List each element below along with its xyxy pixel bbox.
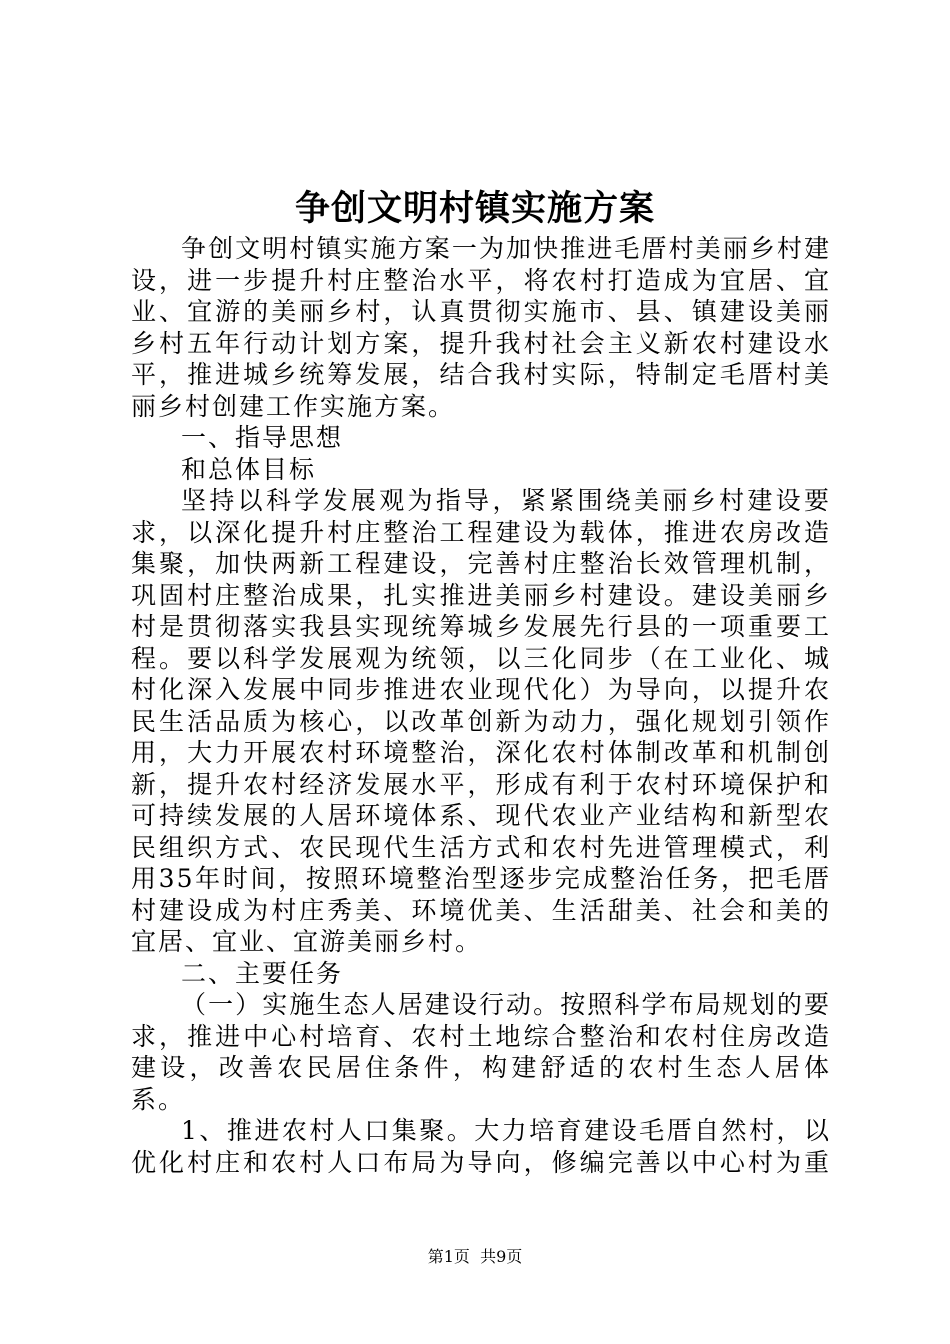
- guiding-ideology-paragraph: 坚持以科学发展观为指导，紧紧围绕美丽乡村建设要求，以深化提升村庄整治工程建设为载体，推进农房改造集聚，加快两新工程建设，完善村庄整治长效管理机制，巩固村庄整治成果，扎实推进美丽乡村建设。建设美丽乡村是贯彻落实我县实现统筹城乡发展先行县的一项重要工程。要以科学发展观为统领，以三化同步（在工业化、城村化深入发展中同步推进农业现代化）为导向，以提升农民生活品质为核心，以改革创新为动力，强化规划引领作用，大力开展农村环境整治，深化农村体制改革和机制创新，提升农村经济发展水平，形成有利于农村环境保护和可持续发展的人居环境体系、现代农业产业结构和新型农民组织方式、农民现代生活方式和农村先进管理模式，利用35年时间，按照环境整治型逐步完成整治任务，把毛厝村建设成为村庄秀美、环境优美、生活甜美、社会和美的宜居、宜业、宜游美丽乡村。: [131, 486, 831, 956]
- section-heading-guiding-ideology: 一、指导思想: [181, 423, 344, 452]
- section-heading-overall-goal: 和总体目标: [181, 454, 317, 484]
- task-one-item-one-paragraph: 1、推进农村人口集聚。大力培育建设毛厝自然村，以优化村庄和农村人口布局为导向，修编完善以中心村为重: [131, 1116, 831, 1177]
- task-one-paragraph: （一）实施生态人居建设行动。按照科学布局规划的要求，推进中心村培育、农村土地综合整治和农村住房改造建设，改善农民居住条件，构建舒适的农村生态人居体系。: [131, 990, 831, 1114]
- document-title: 争创文明村镇实施方案: [294, 188, 655, 229]
- page-footer: 第1页 共9页: [427, 1247, 523, 1266]
- document-body: [131, 233, 831, 1178]
- section-heading-main-tasks: 二、主要任务: [181, 958, 344, 988]
- intro-paragraph: 争创文明村镇实施方案一为加快推进毛厝村美丽乡村建设，进一步提升村庄整治水平，将农村打造成为宜居、宜业、宜游的美丽乡村，认真贯彻实施市、县、镇建设美丽乡村五年行动计划方案，提升我村社会主义新农村建设水平，推进城乡统筹发展，结合我村实际，特制定毛厝村美丽乡村创建工作实施方案。: [131, 234, 831, 421]
